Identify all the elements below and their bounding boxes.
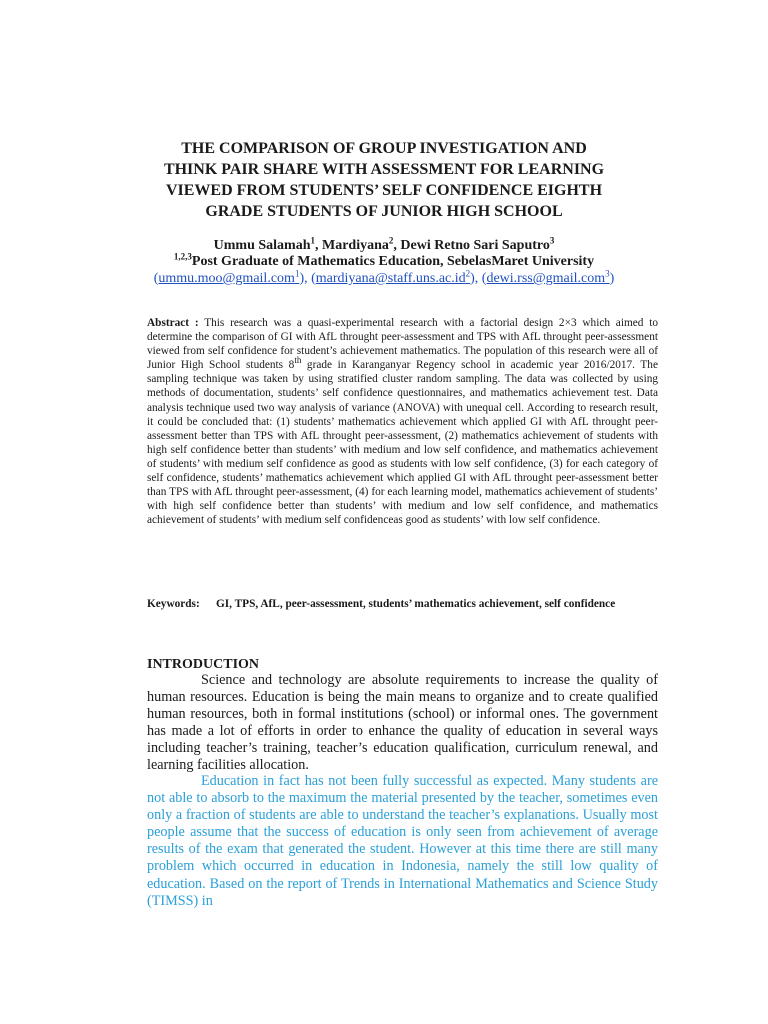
- email-link[interactable]: dewi.rss@gmail.com$^3$: [486, 268, 610, 286]
- abstract-text-continued: grade in Karanganyar Regency school in academic year 2016/2017. The sampling technique was taken by using stratified cluster random sampling. The data was collected by using methods of documentation, students’ self confidence questionnaires, and mathematics achievement test. Data analysis technique used two way analysis of variance (ANOVA) with unequal cell. According to research result, it could be concluded that: (1) students’ mathematics achievement which applied GI with AfL throught peer-assessment better than TPS with AfL throught peer-assessment, (2) mathematics achievement of students with high self confidence better than students’ with medium and low self confidence, and mathematics achievement of students’ with medium self confidence as good as students with low self confidence, (3) for each category of self confidence, students’ mathematics achievement which applied GI with AfL throught peer-assessment better than TPS with AfL throught peer-assessment, (4) for each learning model, mathematics achievement of students’ with high self confidence better than students’ with medium and low self confidence, and mathematics achievement of students’ with medium self confidenceas good as students’ with low self confidence.: [147, 359, 658, 527]
- keywords-label: Keywords:: [147, 598, 200, 610]
- title-line: THINK PAIR SHARE WITH ASSESSMENT FOR LEARNING: [163, 161, 605, 178]
- title-line: VIEWED FROM STUDENTS’ SELF CONFIDENCE EIGHTH: [165, 182, 603, 199]
- introduction-paragraph-2: Education in fact has not been fully successful as expected. Many students are not able to absorb to the maximum the material presented by the teacher, sometimes even only a fraction of students are able to understand the teacher’s explanations. Usually most people assume that the success of education is only seen from achievement of average results of the exam that generated the student. However at this time there are still many problem which occurred in education in Indonesia, namely the still low quality of education. Based on the report of Trends in International Mathematics and Science Study (TIMSS) in: [147, 773, 658, 909]
- introduction-paragraph-1: Science and technology are absolute requirements to increase the quality of human resources. Education is being the main means to organize and to create qualified human resources, both in formal institutions (school) or informal ones. The government has made a lot of efforts in order to enhance the quality of education in several ways including teacher’s training, teacher’s education qualification, curriculum renewal, and learning facilities allocation.: [147, 672, 658, 774]
- author-affiliation-mark: 3: [549, 235, 555, 246]
- affiliation-text: Post Graduate of Mathematics Education, SebelasMaret University: [191, 254, 595, 269]
- paper-title: [120, 138, 648, 222]
- author-affiliation-mark: 1: [310, 235, 315, 246]
- author-name: Mardiyana: [322, 238, 389, 253]
- title-line: GRADE STUDENTS OF JUNIOR HIGH SCHOOL: [205, 203, 563, 220]
- author-name: Ummu Salamah: [213, 238, 311, 253]
- abstract-text: This research was a quasi-experimental research with a factorial design 2×3 which aimed to determine the comparison of GI with AfL throught peer-assessment and TPS with AfL throught peer-assessment viewed from self confidence for student’s achievement mathematics. The population of this research were all of Junior High School students 8: [147, 317, 659, 372]
- email-link[interactable]: $mardiyana@staff.uns.ac.id^2$: [315, 268, 471, 286]
- abstract-label: Abstract :: [147, 317, 199, 329]
- section-heading-introduction: INTRODUCTION: [147, 657, 260, 672]
- email-list: (ummu.moo@gmail.com$^1$), $(mardiyana@staff.uns.ac.id^2)$, (dewi.rss@gmail.com$^3$): [153, 268, 615, 286]
- affiliation: [100, 253, 668, 270]
- author-affiliation-mark: 2: [388, 235, 394, 246]
- title-line: THE COMPARISON OF GROUP INVESTIGATION AND: [181, 140, 587, 157]
- abstract: [147, 316, 658, 527]
- author-separator: ,: [315, 238, 322, 253]
- affiliation-mark: 1,2,3: [173, 251, 192, 262]
- keywords-text: GI, TPS, AfL, peer-assessment, students’ mathematics achievement, self confidence: [216, 598, 616, 610]
- author-name: Dewi Retno Sari Saputro: [400, 238, 550, 253]
- email-link[interactable]: ummu.moo@gmail.com$^1$: [158, 268, 300, 286]
- author-separator: ,: [393, 238, 401, 253]
- abstract-superscript: th: [294, 355, 302, 366]
- keywords: [147, 597, 658, 611]
